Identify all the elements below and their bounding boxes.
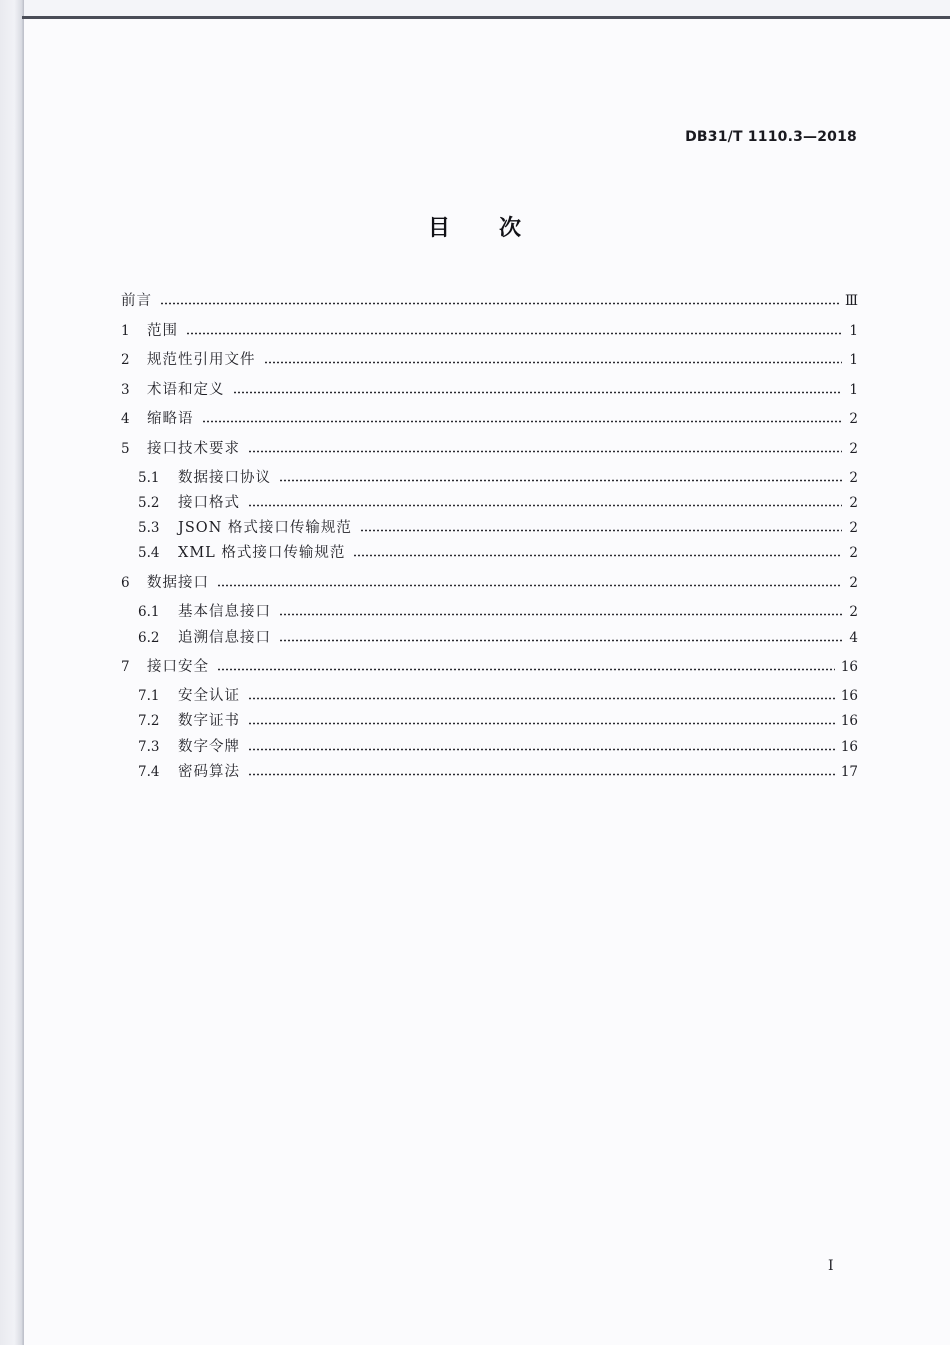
toc-entry-label: 缩略语 (147, 411, 194, 427)
toc-entry-page: 1 (849, 323, 858, 339)
toc-entry-page: 1 (849, 382, 858, 398)
toc-entry[interactable] (121, 320, 858, 342)
toc-entry-number: 1 (121, 323, 130, 339)
toc-entry-number: 7 (121, 659, 130, 675)
toc-entry-number: 5 (121, 441, 130, 457)
toc-entry-page: 2 (849, 495, 858, 511)
toc-entry-label: 数字令牌 (178, 739, 240, 755)
dot-leader (248, 697, 835, 700)
dot-leader (248, 450, 842, 453)
dot-leader (279, 613, 842, 616)
toc-title-char-1: 目 (427, 216, 451, 241)
toc-entry-page: 16 (840, 739, 858, 755)
toc-entry-number: 7.4 (138, 764, 160, 780)
toc-entry-number: 6.1 (138, 604, 160, 620)
toc-entry-label: 密码算法 (178, 764, 240, 780)
toc-entry-number: 5.2 (138, 495, 160, 511)
toc-entry[interactable] (121, 438, 858, 460)
toc-entry[interactable] (121, 349, 858, 371)
toc-entry-number: 6 (121, 575, 130, 591)
toc-entry-page: 16 (840, 688, 858, 704)
toc-entry-page: 2 (849, 411, 858, 427)
toc-entry-label: 接口技术要求 (147, 441, 240, 457)
toc-entry[interactable] (138, 542, 858, 564)
toc-entry[interactable] (138, 761, 858, 783)
toc-entry[interactable] (138, 710, 858, 732)
page-number: I (828, 1258, 834, 1274)
toc-entry-page: 1 (849, 352, 858, 368)
toc-entry-page: 2 (849, 575, 858, 591)
toc-entry-label: 追溯信息接口 (178, 630, 271, 646)
toc-entry[interactable] (121, 656, 858, 678)
toc-entry-label: JSON 格式接口传输规范 (178, 520, 352, 536)
toc-entry-label: 基本信息接口 (178, 604, 271, 620)
toc-entry-page: Ⅲ (844, 293, 858, 309)
toc-entry-label: 安全认证 (178, 688, 240, 704)
dot-leader (233, 391, 843, 394)
toc-title-char-2: 次 (499, 216, 523, 241)
dot-leader (353, 554, 842, 557)
toc-entry-number: 7.3 (138, 739, 160, 755)
toc-entry-page: 2 (849, 441, 858, 457)
toc-entry-label: 接口安全 (147, 659, 209, 675)
toc-entry-page: 16 (840, 713, 858, 729)
dot-leader (360, 529, 842, 532)
dot-leader (264, 361, 843, 364)
toc-entry-label: XML 格式接口传输规范 (178, 545, 346, 561)
dot-leader (248, 773, 835, 776)
toc-entry-page: 2 (849, 545, 858, 561)
toc-entry-number: 2 (121, 352, 130, 368)
toc-entry-number: 5.4 (138, 545, 160, 561)
document-code: DB31/T 1110.3—2018 (685, 129, 857, 145)
dot-leader (217, 668, 835, 671)
dot-leader (217, 584, 842, 587)
toc-entry[interactable] (121, 408, 858, 430)
toc-entry[interactable] (121, 379, 858, 401)
toc-entry-label: 数据接口 (147, 575, 209, 591)
toc-entry-label: 数据接口协议 (178, 470, 271, 486)
toc-entry-label: 术语和定义 (147, 382, 225, 398)
toc-entry[interactable] (138, 685, 858, 707)
toc-entry-number: 4 (121, 411, 130, 427)
dot-leader (279, 479, 842, 482)
toc-entry-number: 7.1 (138, 688, 160, 704)
dot-leader (248, 748, 835, 751)
dot-leader (279, 639, 842, 642)
toc-entry-page: 2 (849, 604, 858, 620)
toc-entry-label: 数字证书 (178, 713, 240, 729)
toc-entry-number: 6.2 (138, 630, 160, 646)
toc-entry[interactable] (138, 627, 858, 649)
toc-entry[interactable] (138, 517, 858, 539)
toc-entry-page: 16 (840, 659, 858, 675)
toc-entry-label: 接口格式 (178, 495, 240, 511)
dot-leader (248, 722, 835, 725)
toc-entry-number: 7.2 (138, 713, 160, 729)
dot-leader (202, 420, 843, 423)
dot-leader (248, 504, 842, 507)
toc-entry[interactable] (121, 290, 858, 312)
dot-leader (160, 302, 839, 305)
toc-entry[interactable] (138, 601, 858, 623)
toc-entry-number: 5.3 (138, 520, 160, 536)
toc-entry[interactable] (138, 736, 858, 758)
toc-entry-number: 5.1 (138, 470, 160, 486)
toc-entry-page: 2 (849, 520, 858, 536)
toc-entry-label: 前言 (121, 293, 152, 309)
dot-leader (186, 332, 842, 335)
toc-entry-label: 范围 (147, 323, 178, 339)
toc-entry[interactable] (138, 492, 858, 514)
toc-entry-page: 4 (849, 630, 858, 646)
toc-entry[interactable] (138, 467, 858, 489)
toc-entry-label: 规范性引用文件 (147, 352, 256, 368)
toc-entry[interactable] (121, 572, 858, 594)
toc-entry-page: 2 (849, 470, 858, 486)
toc-entry-number: 3 (121, 382, 130, 398)
toc-entry-page: 17 (840, 764, 858, 780)
